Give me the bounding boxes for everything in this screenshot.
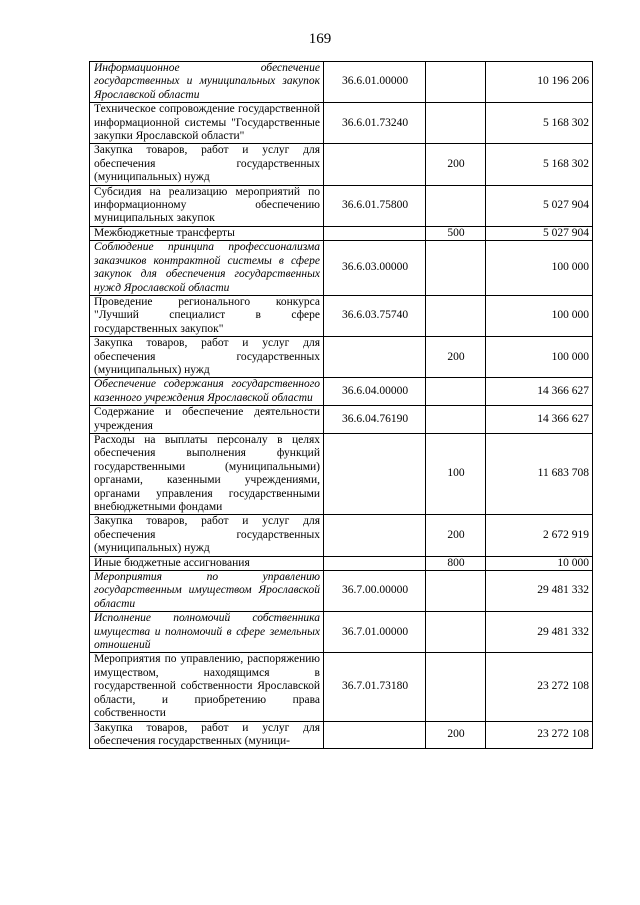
row-name-cell: Субсидия на реализацию мероприятий по информационному обеспечению муниципальных закупок [90,185,324,226]
row-name-cell: Иные бюджетные ассигнования [90,556,324,570]
row-name-cell: Соблюдение принципа профессионализма заказчиков контрактной системы в сфере закупок для обеспечения государственных нужд Ярославской области [90,241,324,296]
row-code-cell: 36.7.01.73180 [324,653,426,721]
row-code-cell: 36.6.01.75800 [324,185,426,226]
row-code-cell: 36.6.04.76190 [324,406,426,434]
row-code-cell: 36.6.01.00000 [324,62,426,103]
row-sum-cell: 100 000 [486,241,593,296]
row-name-cell: Закупка товаров, работ и услуг для обеспечения государственных (муниципальных) нужд [90,144,324,185]
row-sum-cell: 100 000 [486,337,593,378]
table-row [90,653,593,721]
row-name-cell: Закупка товаров, работ и услуг для обеспечения государственных (муниципальных) нужд [90,337,324,378]
row-name-cell: Расходы на выплаты персоналу в целях обеспечения выполнения функций государственными (муниципальными) органами, казенными учреждениями, органами управления государственными внебюджетными фондами [90,433,324,514]
row-type-cell: 200 [426,721,486,749]
row-type-cell [426,295,486,336]
table-row [90,226,593,240]
row-type-cell [426,406,486,434]
budget-table-body [90,62,593,749]
row-code-cell [324,515,426,556]
row-type-cell: 200 [426,515,486,556]
row-name-cell: Мероприятия по управлению, распоряжению имуществом, находящимся в государственной собственности Ярославской области, и приобретению права собственности [90,653,324,721]
row-sum-cell: 29 481 332 [486,571,593,612]
row-code-cell [324,226,426,240]
row-type-cell [426,571,486,612]
row-code-cell: 36.6.01.73240 [324,103,426,144]
row-type-cell [426,612,486,653]
row-sum-cell: 100 000 [486,295,593,336]
row-type-cell [426,653,486,721]
row-name-cell: Проведение регионального конкурса "Лучший специалист в сфере государственных закупок" [90,295,324,336]
row-type-cell: 100 [426,433,486,514]
row-sum-cell: 10 000 [486,556,593,570]
page-number: 169 [308,31,332,47]
row-sum-cell: 23 272 108 [486,721,593,749]
table-row [90,612,593,653]
row-type-cell [426,241,486,296]
table-row [90,515,593,556]
row-name-cell: Закупка товаров, работ и услуг для обеспечения государственных (муниципальных) нужд [90,515,324,556]
row-type-cell [426,103,486,144]
table-row [90,337,593,378]
row-name-cell: Мероприятия по управлению государственным имуществом Ярославской области [90,571,324,612]
row-sum-cell: 5 168 302 [486,144,593,185]
row-type-cell: 500 [426,226,486,240]
row-sum-cell: 23 272 108 [486,653,593,721]
row-sum-cell: 29 481 332 [486,612,593,653]
table-row [90,556,593,570]
row-name-cell: Закупка товаров, работ и услуг для обеспечения государственных (муници- [90,721,324,749]
table-row [90,103,593,144]
row-name-cell: Содержание и обеспечение деятельности учреждения [90,406,324,434]
row-sum-cell: 11 683 708 [486,433,593,514]
row-type-cell [426,62,486,103]
table-row [90,241,593,296]
row-name-cell: Техническое сопровождение государственной информационной системы "Государственные закупки Ярославской области" [90,103,324,144]
table-row [90,295,593,336]
row-sum-cell: 5 168 302 [486,103,593,144]
row-name-cell: Исполнение полномочий собственника имущества и полномочий в сфере земельных отношений [90,612,324,653]
row-code-cell: 36.7.00.00000 [324,571,426,612]
table-row [90,378,593,406]
row-name-cell: Информационное обеспечение государственных и муниципальных закупок Ярославской области [90,62,324,103]
row-sum-cell: 10 196 206 [486,62,593,103]
table-row [90,433,593,514]
table-row [90,406,593,434]
row-type-cell: 800 [426,556,486,570]
row-code-cell: 36.6.03.00000 [324,241,426,296]
row-sum-cell: 2 672 919 [486,515,593,556]
budget-table [89,61,593,749]
row-type-cell [426,378,486,406]
row-sum-cell: 14 366 627 [486,406,593,434]
row-code-cell: 36.7.01.00000 [324,612,426,653]
row-code-cell [324,556,426,570]
row-code-cell [324,337,426,378]
row-sum-cell: 5 027 904 [486,185,593,226]
table-row [90,144,593,185]
table-row [90,721,593,749]
row-code-cell [324,721,426,749]
row-type-cell: 200 [426,337,486,378]
table-row [90,185,593,226]
row-type-cell [426,185,486,226]
row-name-cell: Межбюджетные трансферты [90,226,324,240]
row-sum-cell: 5 027 904 [486,226,593,240]
table-row [90,571,593,612]
row-name-cell: Обеспечение содержания государственного казенного учреждения Ярославской области [90,378,324,406]
row-code-cell [324,433,426,514]
row-code-cell: 36.6.03.75740 [324,295,426,336]
row-code-cell: 36.6.04.00000 [324,378,426,406]
row-sum-cell: 14 366 627 [486,378,593,406]
row-code-cell [324,144,426,185]
table-row [90,62,593,103]
row-type-cell: 200 [426,144,486,185]
